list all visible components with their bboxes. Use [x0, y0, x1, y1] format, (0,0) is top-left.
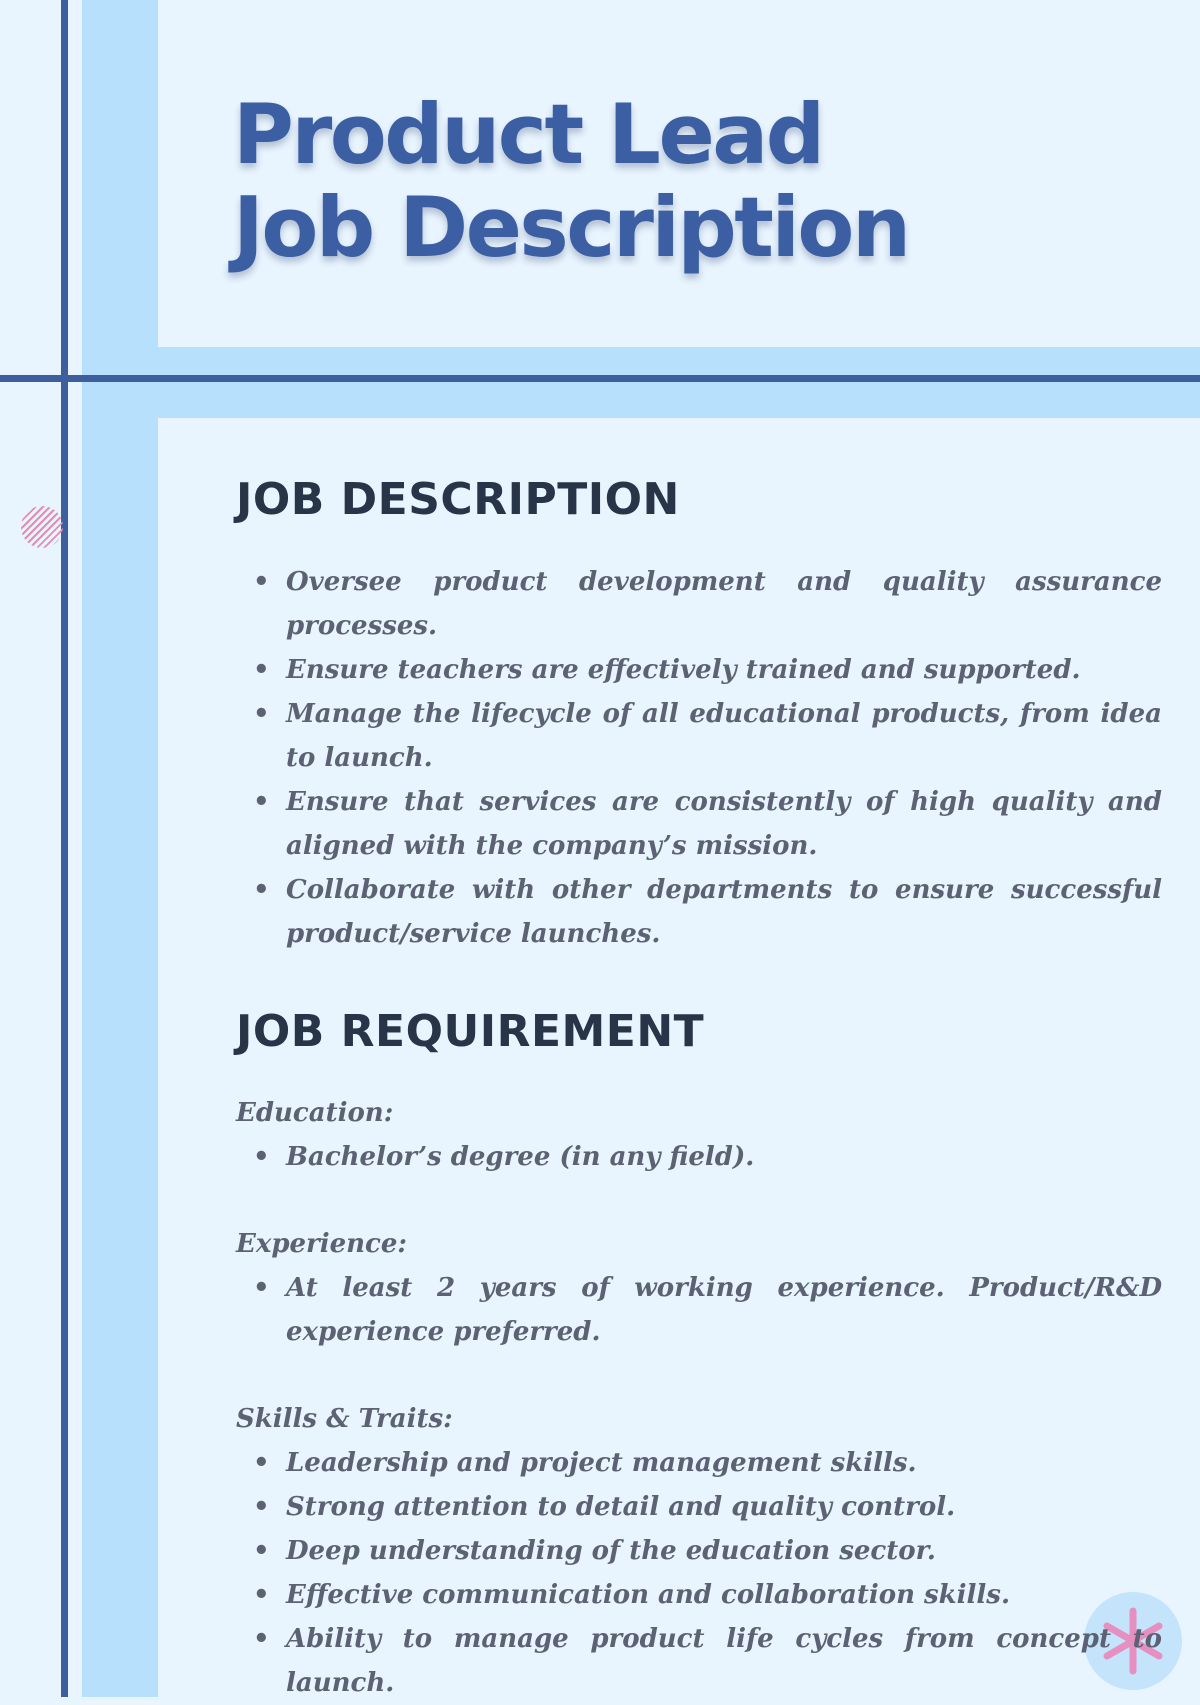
- education-list: [236, 1135, 1162, 1179]
- list-item: • Collaborate with other departments to ensure successful product/service launches.: [236, 868, 1162, 956]
- list-item: • Ability to manage product life cycles from concept to launch.: [236, 1617, 1162, 1705]
- page-title: [233, 88, 909, 274]
- title-line-2: Job Description: [233, 179, 909, 276]
- list-item: • Effective communication and collaboration skills.: [236, 1573, 1162, 1617]
- skills-group: [236, 1397, 1162, 1705]
- content-area: [236, 474, 1162, 1705]
- list-item: • Ensure teachers are effectively trained and supported.: [236, 648, 1162, 692]
- experience-group: [236, 1222, 1162, 1354]
- education-group: [236, 1091, 1162, 1179]
- job-requirement-heading: JOB REQUIREMENT: [236, 1005, 705, 1057]
- education-label: Education:: [236, 1097, 394, 1128]
- list-item: • Ensure that services are consistently of high quality and aligned with the company’s mission.: [236, 780, 1162, 868]
- experience-list: [236, 1266, 1162, 1354]
- list-item: • Deep understanding of the education sector.: [236, 1529, 1162, 1573]
- horizontal-divider-line: [0, 375, 1200, 382]
- horizontal-accent-band: [158, 347, 1200, 418]
- list-item: • Bachelor’s degree (in any field).: [236, 1135, 1162, 1179]
- list-item: • Manage the lifecycle of all educational products, from idea to launch.: [236, 692, 1162, 780]
- skills-list: [236, 1441, 1162, 1705]
- experience-label: Experience:: [236, 1228, 408, 1259]
- job-description-heading: JOB DESCRIPTION: [236, 474, 680, 525]
- list-item: • Oversee product development and quality assurance processes.: [236, 560, 1162, 648]
- hatched-circle-decoration: [21, 506, 63, 548]
- skills-label: Skills & Traits:: [236, 1403, 453, 1434]
- vertical-accent-band: [82, 0, 158, 1697]
- list-item: • At least 2 years of working experience. Product/R&D experience preferred.: [236, 1266, 1162, 1354]
- job-description-list: [236, 560, 1162, 956]
- list-item: • Strong attention to detail and quality control.: [236, 1485, 1162, 1529]
- vertical-divider-line: [61, 0, 68, 1697]
- list-item: • Leadership and project management skills.: [236, 1441, 1162, 1485]
- title-line-1: Product Lead: [233, 86, 823, 183]
